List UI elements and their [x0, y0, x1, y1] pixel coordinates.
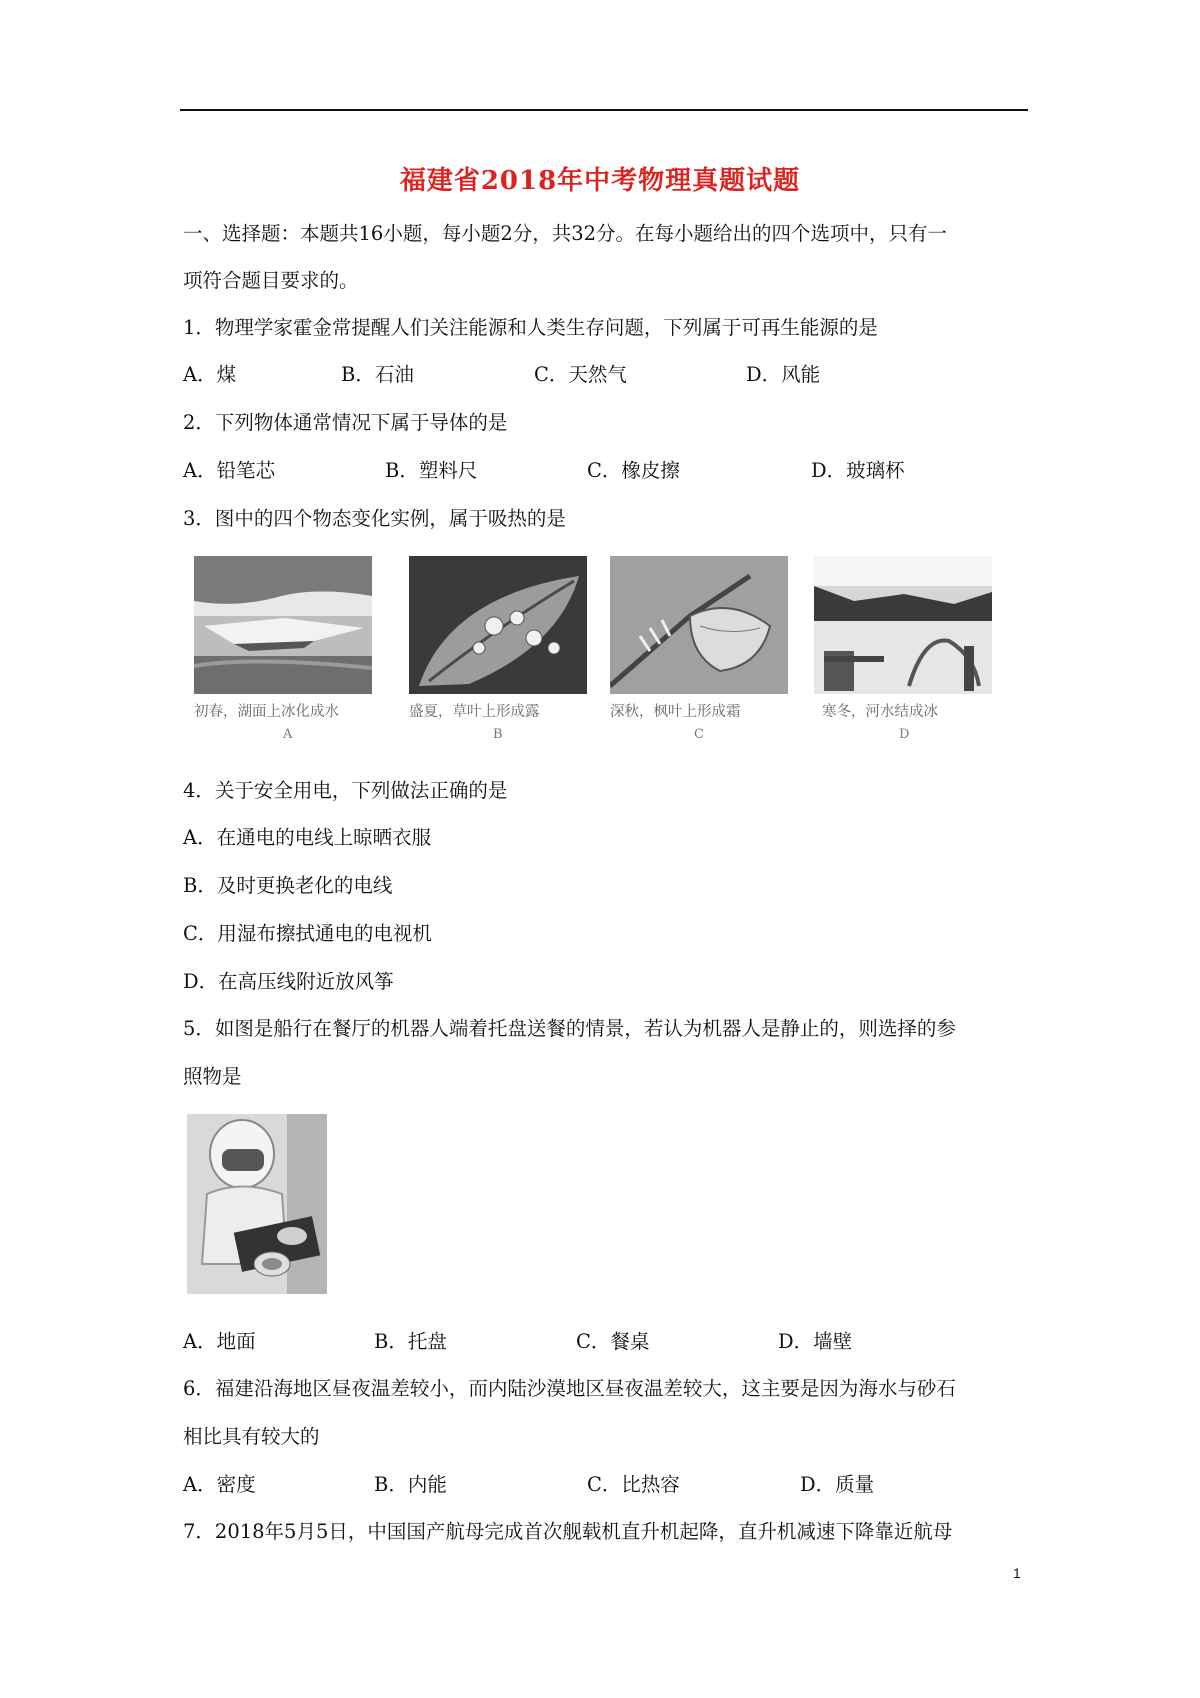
- page-number: 1: [1013, 1565, 1021, 1581]
- robot-image: [187, 1114, 327, 1294]
- q5-option-a: A．地面: [183, 1330, 256, 1353]
- q4-option-b: B．及时更换老化的电线: [183, 874, 393, 897]
- figure-a-image: [194, 556, 372, 694]
- section-intro-line-1: 一、选择题：本题共16小题，每小题2分，共32分。在每小题给出的四个选项中，只有一: [183, 222, 948, 245]
- figure-a-letter: A: [283, 727, 293, 742]
- q1-option-a: A．煤: [183, 363, 237, 386]
- q2-option-a: A．铅笔芯: [183, 459, 276, 482]
- section-intro-line-2: 项符合题目要求的。: [183, 269, 359, 292]
- header-rule: [180, 109, 1028, 111]
- figure-b-image: [409, 556, 587, 694]
- q1-option-c: C．天然气: [534, 363, 627, 386]
- q2-stem: 2．下列物体通常情况下属于导体的是: [183, 411, 508, 434]
- q1-option-b: B．石油: [341, 363, 414, 386]
- page-title: 福建省2018年中考物理真题试题: [399, 166, 801, 196]
- q2-option-b: B．塑料尺: [385, 459, 478, 482]
- q4-option-c: C．用湿布擦拭通电的电视机: [183, 922, 432, 945]
- q6-stem-line-2: 相比具有较大的: [183, 1425, 320, 1448]
- q7-stem: 7．2018年5月5日，中国国产航母完成首次舰载机直升机起降，直升机减速下降靠近航母: [183, 1520, 953, 1543]
- figure-c-image: [610, 556, 788, 694]
- q2-option-c: C．橡皮擦: [587, 459, 680, 482]
- figure-c-letter: C: [694, 727, 704, 742]
- q6-option-d: D．质量: [800, 1473, 875, 1496]
- q6-option-b: B．内能: [374, 1473, 447, 1496]
- figure-b-letter: B: [493, 727, 503, 742]
- q6-option-c: C．比热容: [587, 1473, 680, 1496]
- figure-d-image: [814, 556, 992, 694]
- q4-option-a: A．在通电的电线上晾晒衣服: [183, 826, 432, 849]
- q4-option-d: D．在高压线附近放风筝: [183, 970, 394, 993]
- q3-stem: 3．图中的四个物态变化实例，属于吸热的是: [183, 507, 566, 530]
- q4-stem: 4．关于安全用电，下列做法正确的是: [183, 779, 508, 802]
- q2-option-d: D．玻璃杯: [811, 459, 905, 482]
- q6-stem-line-1: 6．福建沿海地区昼夜温差较小，而内陆沙漠地区昼夜温差较大，这主要是因为海水与砂石: [183, 1377, 956, 1400]
- figure-b-caption: 盛夏，草叶上形成露: [409, 704, 540, 720]
- q5-option-b: B．托盘: [374, 1330, 447, 1353]
- q1-option-d: D．风能: [746, 363, 821, 386]
- q1-stem: 1．物理学家霍金常提醒人们关注能源和人类生存问题，下列属于可再生能源的是: [183, 316, 878, 339]
- q5-stem-line-2: 照物是: [183, 1065, 242, 1088]
- q6-option-a: A．密度: [183, 1473, 256, 1496]
- figure-c-caption: 深秋，枫叶上形成霜: [610, 704, 741, 720]
- figure-d-letter: D: [899, 727, 910, 742]
- q5-option-d: D．墙壁: [778, 1330, 853, 1353]
- figure-d-caption: 寒冬，河水结成冰: [822, 704, 938, 720]
- q5-stem-line-1: 5．如图是船行在餐厅的机器人端着托盘送餐的情景，若认为机器人是静止的，则选择的参: [183, 1017, 956, 1040]
- figure-a-caption: 初春，湖面上冰化成水: [194, 704, 339, 720]
- q5-option-c: C．餐桌: [576, 1330, 650, 1353]
